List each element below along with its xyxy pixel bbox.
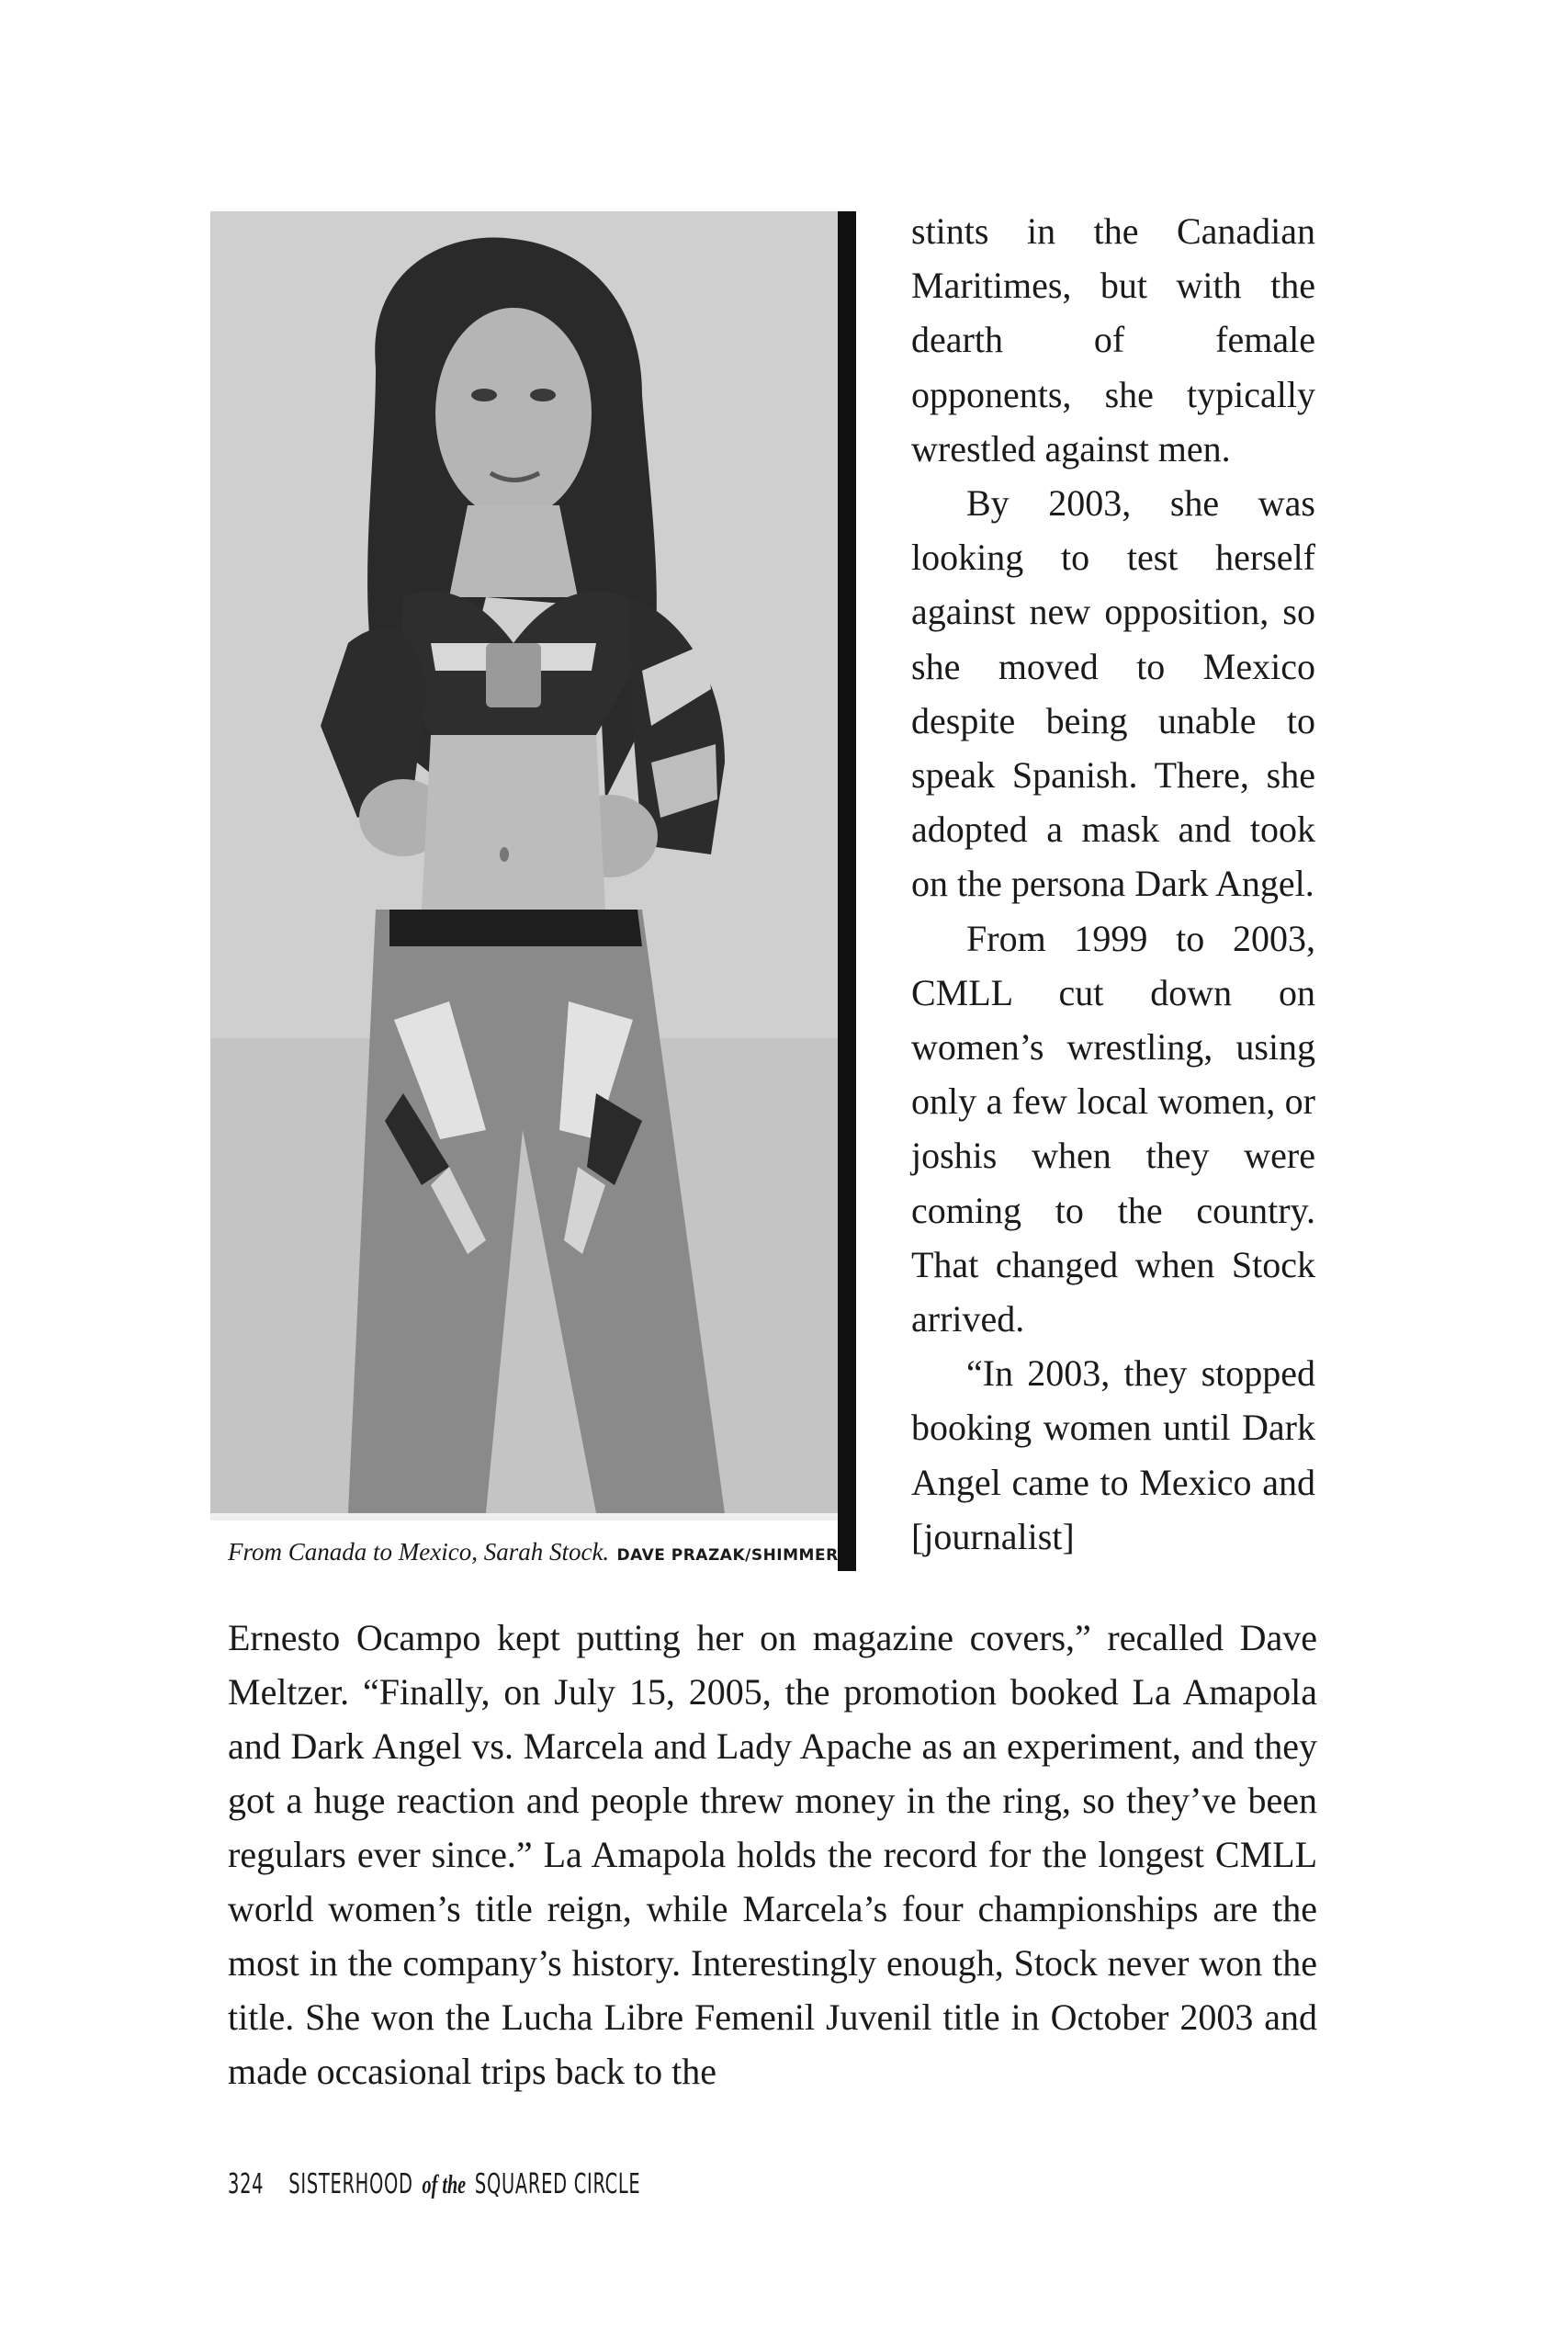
running-title-part1: SISTERHOOD <box>288 2168 413 2200</box>
photo-caption <box>228 1536 839 1571</box>
column-paragraph-4: “In 2003, they stopped booking women until Dark Angel came to Mexico and [journalist] <box>911 1352 1315 1557</box>
column-paragraph-3: From 1999 to 2003, CMLL cut down on women’s wrestling, using only a few local women, or joshis when they were coming to the country. That changed when Stock arrived. <box>911 917 1315 1340</box>
column-paragraph-2: By 2003, she was looking to test herself against new opposition, so she moved to Mexico despite being unable to speak Spanish. There, she adopted a mask and took on the persona Dark Angel. <box>911 482 1315 905</box>
photo-rule <box>838 211 856 1571</box>
wrestler-photo <box>210 211 838 1513</box>
photo-frame <box>210 211 838 1521</box>
page-number: 324 <box>228 2168 265 2200</box>
wrestler-illustration <box>210 211 838 1513</box>
photo-credit: DAVE PRAZAK/SHIMMER <box>616 1546 839 1565</box>
caption-text: From Canada to Mexico, Sarah Stock. <box>228 1538 610 1566</box>
column-paragraph-1: stints in the Canadian Maritimes, but with the dearth of female opponents, she typically wrestled against men. <box>911 210 1315 469</box>
full-width-text <box>228 1611 1317 2098</box>
running-title-part2: SQUARED CIRCLE <box>474 2168 641 2200</box>
full-paragraph: Ernesto Ocampo kept putting her on magazine covers,” recalled Dave Meltzer. “Finally, on July 15, 2005, the promotion booked La Amapola and Dark Angel vs. Marcela and Lady Apache as an experiment, and they got a huge reaction and people threw money in the ring, so they’ve been regulars ever since.” La Amapola holds the record for the longest CMLL world women’s title reign, while Marcela’s four championships are the most in the company’s history. Interestingly enough, Stock never won the title. She won the Lucha Libre Femenil Juvenil title in October 2003 and made occasional trips back to the <box>228 1617 1317 2092</box>
page-footer <box>228 2168 640 2205</box>
running-title-of: of the <box>422 2171 467 2199</box>
text-column <box>911 204 1315 1564</box>
